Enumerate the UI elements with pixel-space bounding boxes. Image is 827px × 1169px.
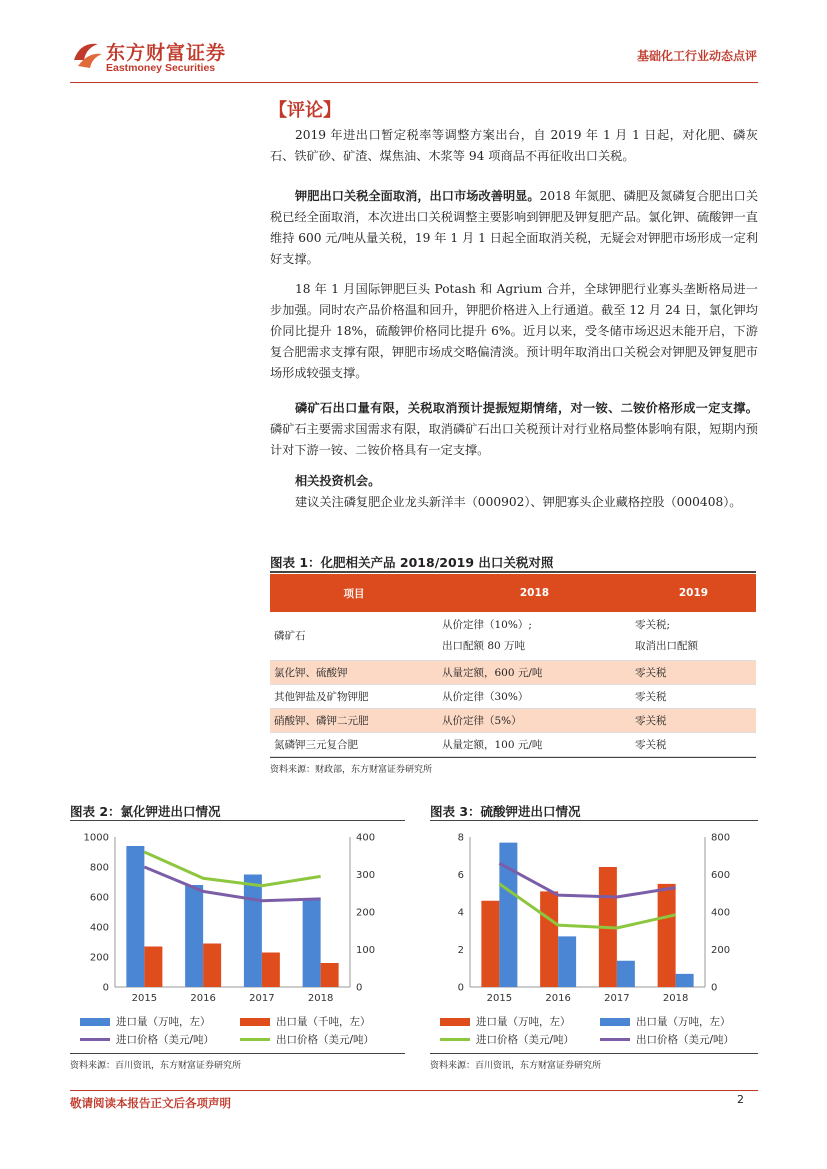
chart-2-plot <box>70 825 405 1010</box>
legend-item <box>240 1032 374 1047</box>
x-tick-label: 2016 <box>545 993 571 1004</box>
chart-3-bottom-rule <box>430 1053 758 1054</box>
right-tick-label: 100 <box>356 945 376 956</box>
paragraph-2 <box>270 186 758 270</box>
legend-swatch <box>600 1038 630 1041</box>
paragraph-2-text: 2018 年氮肥、磷肥及氮磷复合肥出口关税已经全面取消，本次进出口关税调整主要影响到钾肥及钾复肥产品。氯化钾、硫酸钾一直维持 600 元/吨从量关税，19 年 1 月 1 日起全面取消关税，无疑会对钾肥市场形成一定利好支撑。 <box>270 189 759 266</box>
bar <box>558 936 576 987</box>
chart-2-top-rule <box>70 820 405 821</box>
right-tick-label: 200 <box>711 945 731 956</box>
paragraph-4 <box>270 398 758 461</box>
table-cell: 零关税 <box>631 708 756 732</box>
x-tick-label: 2017 <box>604 993 630 1004</box>
cell-line: 取消出口配额 <box>635 639 698 652</box>
x-tick-label: 2016 <box>190 993 216 1004</box>
page-number: 2 <box>737 1093 744 1106</box>
table-title: 图表 1：化肥相关产品 2018/2019 出口关税对照 <box>270 555 554 570</box>
left-tick-label: 0 <box>102 982 109 994</box>
legend-label: 出口价格（美元/吨） <box>276 1034 375 1046</box>
paragraph-5-text: 建议关注磷复肥企业龙头新洋丰（000902）、钾肥寡头企业藏格控股（000408）。 <box>295 495 742 509</box>
series-line <box>499 863 675 897</box>
right-tick-label: 0 <box>356 982 363 994</box>
header-2018: 2018 <box>438 574 631 612</box>
table-cell <box>438 612 631 660</box>
section-title: 【评论】 <box>269 100 341 121</box>
left-tick-label: 600 <box>89 892 109 904</box>
left-tick-label: 6 <box>457 870 464 881</box>
paragraph-5-lead <box>270 471 758 492</box>
cell-line: 出口配额 80 万吨 <box>442 639 526 652</box>
left-tick-label: 200 <box>89 952 109 964</box>
left-tick-label: 800 <box>89 862 109 874</box>
right-tick-label: 400 <box>356 832 376 844</box>
chart-3-top-rule <box>430 820 758 821</box>
paragraph-3: 18 年 1 月国际钾肥巨头 Potash 和 Agrium 合并，全球钾肥行业寡头垄断格局进一步加强。同时农产品价格温和回升，钾肥价格进入上行通道。截至 12 月 24 日，氯化钾均价同比提升 18%，硫酸钾价格同比提升 6%。近月以来，受冬储市场迟迟未能开启，下游复合肥需求支撑有限，钾肥市场成交略偏清淡。预计明年取消出口关税会对钾肥及钾复肥市场形成较强支撑。 <box>270 282 758 380</box>
left-tick-label: 400 <box>89 922 109 934</box>
table-cell: 磷矿石 <box>270 612 438 660</box>
table-cell <box>631 612 756 660</box>
chart-2-source: 资料来源：百川资讯，东方财富证券研究所 <box>70 1061 242 1071</box>
chart-2-title: 图表 2：氯化钾进出口情况 <box>70 804 221 819</box>
bar <box>321 963 339 987</box>
legend-swatch <box>240 1018 270 1026</box>
legend-item <box>600 1014 731 1029</box>
left-tick-label: 2 <box>457 945 464 956</box>
legend-label: 进口价格（美元/吨） <box>116 1034 215 1046</box>
table-cell: 硝酸钾、磷钾二元肥 <box>270 708 438 732</box>
chart-3-title: 图表 3：硫酸钾进出口情况 <box>430 804 581 819</box>
bar <box>203 944 221 988</box>
legend-swatch <box>440 1038 470 1041</box>
table-row <box>270 684 756 708</box>
bar <box>540 891 558 987</box>
table-row <box>270 612 756 660</box>
legend-label: 进口量（万吨，左） <box>116 1016 211 1028</box>
left-tick-label: 1000 <box>83 832 109 844</box>
legend-label: 出口量（万吨，左） <box>636 1016 731 1028</box>
paragraph-2-lead: 钾肥出口关税全面取消，出口市场改善明显。 <box>295 189 540 203</box>
legend-item <box>240 1014 371 1029</box>
series-line <box>144 867 320 901</box>
legend-swatch <box>80 1018 110 1026</box>
series-line <box>144 852 320 886</box>
legend-item <box>440 1014 571 1029</box>
bar <box>144 947 162 988</box>
table-row <box>270 708 756 732</box>
bar <box>303 899 321 988</box>
right-tick-label: 0 <box>711 982 718 994</box>
chart-2-bottom-rule <box>70 1053 405 1054</box>
table-cell: 从价定律（5%） <box>438 708 631 732</box>
x-tick-label: 2018 <box>307 993 334 1004</box>
table-cell: 从价定律（30%） <box>438 684 631 708</box>
cell-line: 从价定律（10%）; <box>442 618 532 631</box>
bar <box>126 846 144 987</box>
right-tick-label: 200 <box>356 907 376 919</box>
report-type: 基础化工行业动态点评 <box>636 49 757 63</box>
bar <box>676 974 694 987</box>
bar <box>185 885 203 987</box>
table-cell: 零关税 <box>631 660 756 684</box>
legend-label: 出口价格（美元/吨） <box>636 1034 735 1046</box>
header-item: 项目 <box>270 574 438 612</box>
table-bottom-rule <box>270 757 756 758</box>
tariff-table <box>270 574 756 757</box>
paragraph-4-lead: 磷矿石出口量有限，关税取消预计提振短期情绪，对一铵、二铵价格形成一定支撑。 <box>295 401 758 415</box>
table-row <box>270 732 756 756</box>
cell-line: 零关税; <box>635 618 671 631</box>
paragraph-1: 2019 年进出口暂定税率等调整方案出台，自 2019 年 1 月 1 日起，对化肥、磷灰石、铁矿砂、矿渣、煤焦油、木浆等 94 项商品不再征收出口关税。 <box>270 128 758 163</box>
legend-item <box>440 1032 574 1047</box>
header-2019: 2019 <box>631 574 756 612</box>
table-cell: 其他钾盐及矿物钾肥 <box>270 684 438 708</box>
bar <box>617 961 635 987</box>
table-source: 资料来源：财政部，东方财富证券研究所 <box>270 765 433 775</box>
right-tick-label: 400 <box>711 907 731 919</box>
bar <box>262 953 280 988</box>
table-cell: 零关税 <box>631 684 756 708</box>
legend-swatch <box>440 1018 470 1026</box>
table-cell: 氯化钾、硫酸钾 <box>270 660 438 684</box>
bar <box>658 884 676 987</box>
footer-divider <box>70 1090 758 1091</box>
chart-3-source: 资料来源：百川资讯，东方财富证券研究所 <box>430 1061 602 1071</box>
legend-swatch <box>600 1018 630 1026</box>
table-top-rule <box>270 571 756 573</box>
company-logo-icon <box>70 38 104 72</box>
table-cell: 零关税 <box>631 732 756 756</box>
paragraph-4-text: 磷矿石主要需求国需求有限，取消磷矿石出口关税预计对行业格局整体影响有限，短期内预计对下游一铵、二铵价格具有一定支撑。 <box>270 422 758 457</box>
right-tick-label: 800 <box>711 832 731 844</box>
legend-label: 进口量（万吨，左） <box>476 1016 571 1028</box>
table-header-row <box>270 574 756 612</box>
table-cell: 从量定额，100 元/吨 <box>438 732 631 756</box>
left-tick-label: 0 <box>457 982 464 994</box>
legend-swatch <box>80 1038 110 1041</box>
chart-3-plot <box>425 825 760 1010</box>
legend-label: 进口价格（美元/吨） <box>476 1034 575 1046</box>
table-cell: 氮磷钾三元复合肥 <box>270 732 438 756</box>
left-tick-label: 4 <box>457 907 464 919</box>
header-divider <box>70 82 758 83</box>
legend-label: 出口量（千吨，左） <box>276 1016 371 1028</box>
left-tick-label: 8 <box>457 832 464 844</box>
table-row <box>270 660 756 684</box>
legend-swatch <box>240 1038 270 1041</box>
table-cell: 从量定额，600 元/吨 <box>438 660 631 684</box>
legend-item <box>80 1032 214 1047</box>
bar <box>481 901 499 987</box>
legend-item <box>600 1032 734 1047</box>
x-tick-label: 2017 <box>249 993 275 1004</box>
right-tick-label: 600 <box>711 870 731 881</box>
legend-item <box>80 1014 211 1029</box>
company-name-cn: 东方财富证券 <box>106 42 227 64</box>
right-tick-label: 300 <box>356 870 376 881</box>
footer-disclaimer: 敬请阅读本报告正文后各项声明 <box>70 1096 231 1110</box>
x-tick-label: 2018 <box>662 993 689 1004</box>
x-tick-label: 2015 <box>131 993 158 1004</box>
investment-heading: 相关投资机会。 <box>295 474 381 488</box>
bar <box>244 875 262 988</box>
x-tick-label: 2015 <box>486 993 513 1004</box>
company-name-en: Eastmoney Securities <box>106 62 216 74</box>
